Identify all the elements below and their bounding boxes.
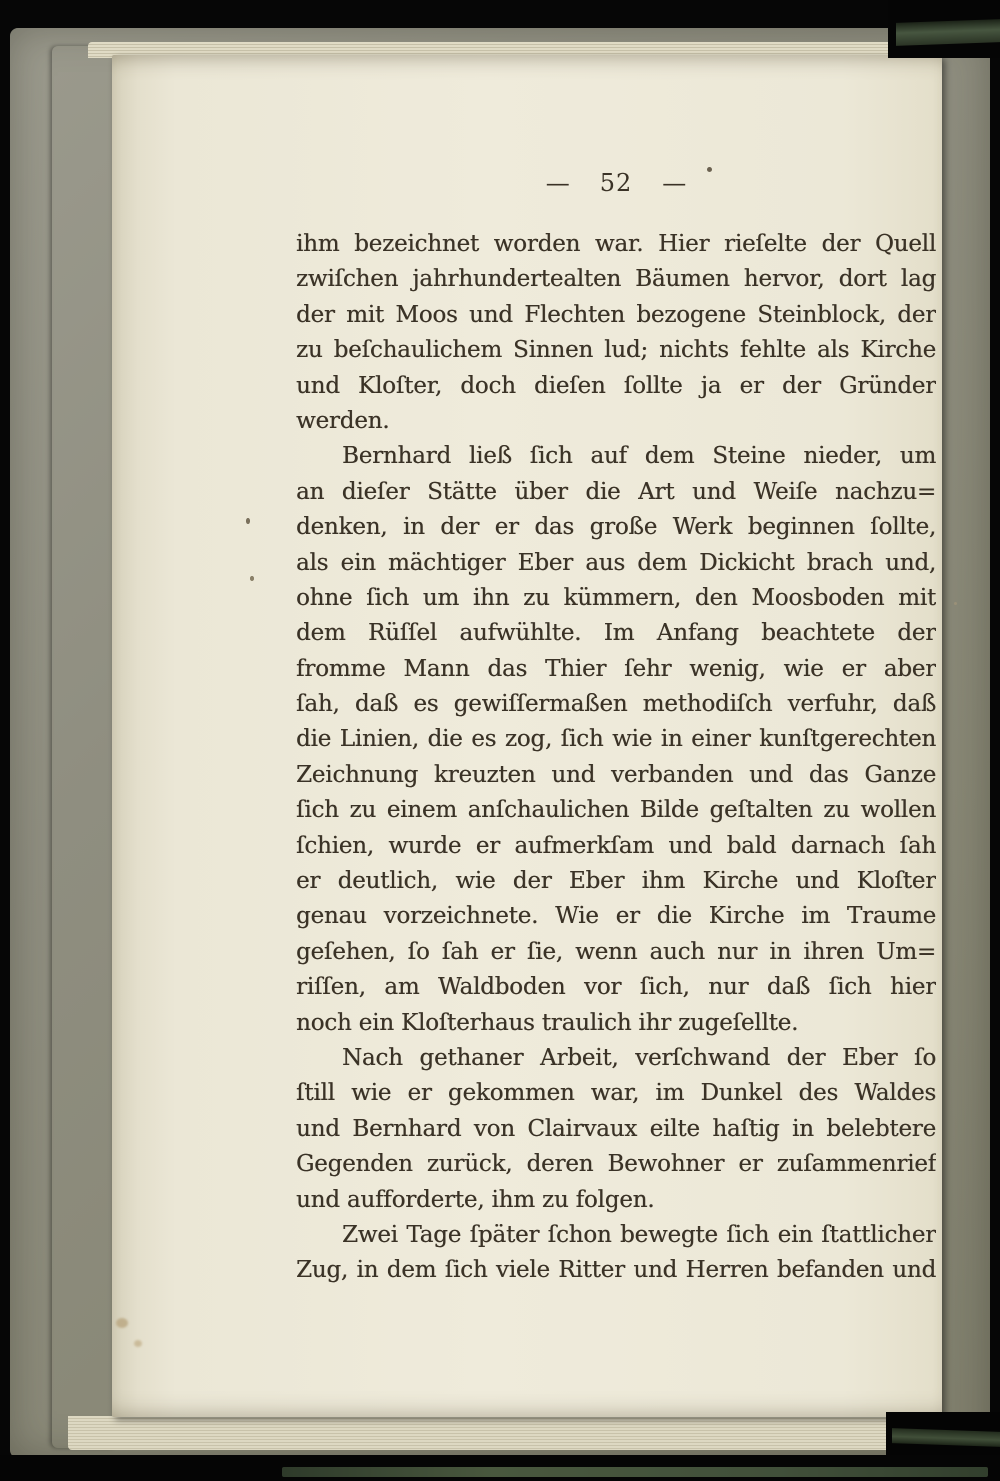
text-line: die Linien, die es zog, ſich wie in einer kunſtgerechten: [296, 726, 936, 753]
text-line: Nach gethaner Arbeit, verſchwand der Eber ſo: [342, 1044, 936, 1071]
text-line: und aufforderte, ihm zu folgen.: [296, 1186, 655, 1213]
text-line: der mit Moos und Flechten bezogene Steinblock, der: [296, 301, 936, 328]
ink-dot: [707, 167, 712, 172]
text-line: ihm bezeichnet worden war. Hier rieſelte der Quell: [296, 231, 936, 257]
cover-cloth-edge-top-right: [896, 19, 1000, 46]
text-block: [296, 227, 936, 1289]
text-line: er deutlich, wie der Eber ihm Kirche und Kloſter: [296, 868, 936, 895]
page-stack-bottom-edge: [68, 1416, 936, 1450]
margin-mark: [250, 576, 254, 581]
margin-mark: [246, 518, 250, 524]
page-stack-left-edge: [52, 46, 114, 1448]
text-line: und Bernhard von Clairvaux eilte haſtig in belebtere: [296, 1115, 936, 1142]
text-line: ſtill wie er gekommen war, im Dunkel des Waldes: [296, 1080, 936, 1107]
text-line: werden.: [296, 407, 390, 434]
text-line: Gegenden zurück, deren Bewohner er zuſammenrief: [296, 1151, 936, 1178]
text-line: zwiſchen jahrhundertealten Bäumen hervor, dort lag: [296, 266, 936, 293]
text-line: riſſen, am Waldboden vor ſich, nur daß ſich hier: [296, 974, 936, 1001]
text-line: denken, in der er das große Werk beginnen ſollte,: [296, 514, 936, 541]
text-line: noch ein Kloſterhaus traulich ihr zugeſellte.: [296, 1009, 799, 1036]
book-page: [112, 55, 942, 1417]
text-line: ohne ſich um ihn zu kümmern, den Moosboden mit: [296, 584, 936, 611]
stain: [116, 1318, 128, 1328]
text-line: und Kloſter, doch dieſen ſollte ja er der Gründer: [296, 372, 936, 399]
header-dash-left: —: [545, 169, 570, 197]
text-line: ſah, daß es gewiſſermaßen methodiſch verfuhr, daß: [296, 691, 936, 718]
text-line: geſehen, ſo ſah er ſie, wenn auch nur in ihren Um=: [296, 938, 936, 965]
text-line: als ein mächtiger Eber aus dem Dickicht brach und,: [296, 549, 936, 576]
text-line: Bernhard ließ ſich auf dem Steine nieder, um: [342, 443, 936, 470]
margin-mark: [954, 602, 957, 605]
text-line: ſich zu einem anſchaulichen Bilde geſtalten zu wollen: [296, 797, 936, 824]
text-line: dem Rüſſel aufwühlte. Im Anfang beachtete der: [296, 620, 936, 647]
page-header: [296, 169, 936, 197]
text-line: Zwei Tage ſpäter ſchon bewegte ſich ein ſtattlicher: [342, 1221, 936, 1248]
text-line: fromme Mann das Thier ſehr wenig, wie er aber: [296, 655, 936, 682]
text-line: ſchien, wurde er aufmerkſam und bald darnach ſah: [296, 832, 936, 859]
text-line: an dieſer Stätte über die Art und Weiſe nachzu=: [296, 478, 936, 505]
cover-cloth-edge-bottom: [282, 1467, 988, 1477]
text-line: Zeichnung kreuzten und verbanden und das Ganze: [296, 761, 936, 788]
page-number: 52: [599, 169, 633, 197]
text-line: genau vorzeichnete. Wie er die Kirche im Traume: [296, 903, 936, 930]
text-line: Zug, in dem ſich viele Ritter und Herren befanden und: [296, 1257, 936, 1284]
stain: [134, 1340, 142, 1347]
header-dash-right: —: [662, 169, 687, 197]
text-line: zu beſchaulichem Sinnen lud; nichts fehlte als Kirche: [296, 337, 936, 364]
